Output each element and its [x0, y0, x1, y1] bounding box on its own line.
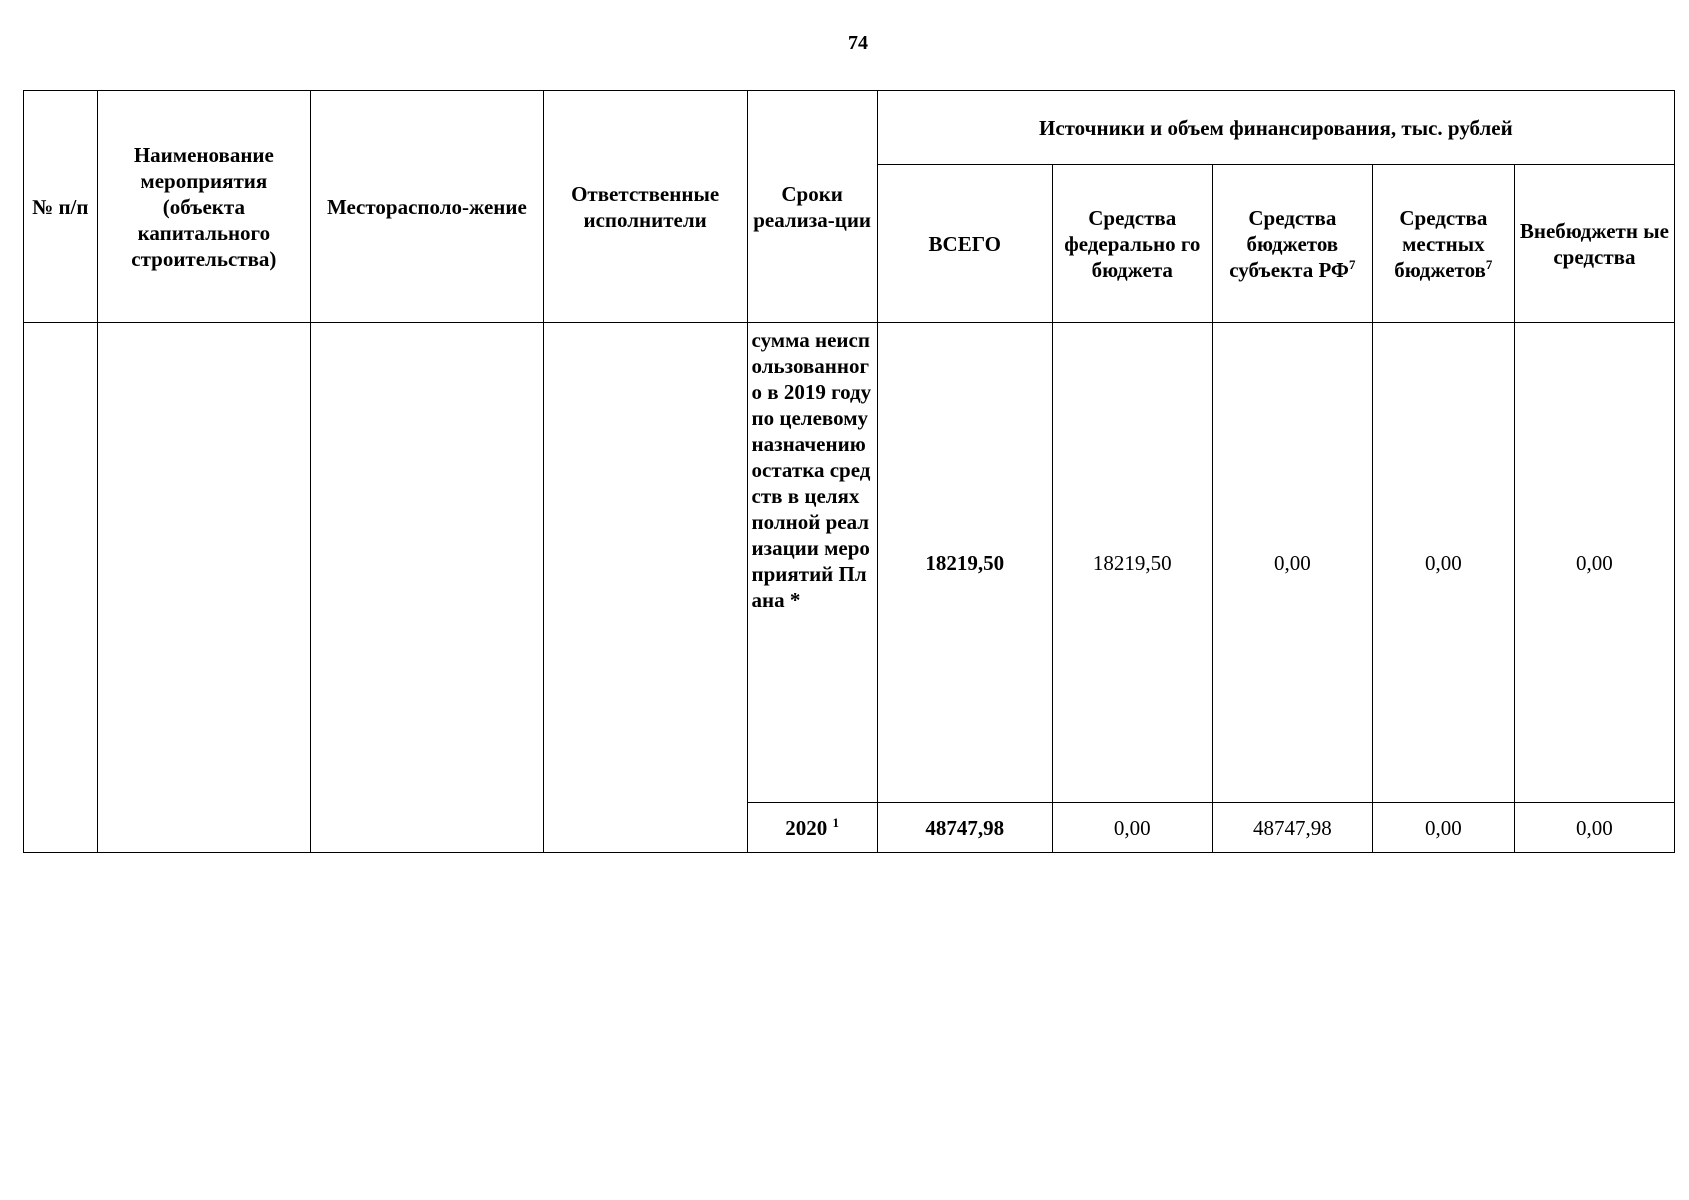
cell-local: 0,00: [1372, 803, 1514, 853]
cell-num: [24, 323, 98, 853]
header-financing-group: Источники и объем финансирования, тыс. рублей: [877, 91, 1674, 165]
header-local: [1372, 165, 1514, 323]
header-local-text: Средства местных бюджетов: [1394, 205, 1488, 282]
header-num: № п/п: [24, 91, 98, 323]
cell-responsible: [543, 323, 747, 853]
header-federal: Средства федерально го бюджета: [1052, 165, 1212, 323]
cell-year-text: 2020: [785, 815, 828, 840]
header-row-1: [24, 91, 1675, 165]
header-local-footnote: 7: [1485, 256, 1493, 272]
cell-subject: 48747,98: [1212, 803, 1372, 853]
header-offbudget: Внебюджетн ые средства: [1514, 165, 1674, 323]
cell-federal: 0,00: [1052, 803, 1212, 853]
header-responsible: Ответственные исполнители: [543, 91, 747, 323]
header-total: ВСЕГО: [877, 165, 1052, 323]
header-location: Месторасполо-жение: [311, 91, 544, 323]
cell-subject: 0,00: [1212, 323, 1372, 803]
cell-federal: 18219,50: [1052, 323, 1212, 803]
cell-offbudget: 0,00: [1514, 323, 1674, 803]
header-subject-text: Средства бюджетов субъекта РФ: [1229, 205, 1349, 282]
header-subject-footnote: 7: [1348, 256, 1356, 272]
cell-term: сумма неиспользованного в 2019 году по целевому назначению остатка средств в целях полной реализации мероприятий Плана *: [747, 323, 877, 803]
cell-total: 48747,98: [877, 803, 1052, 853]
cell-name: [97, 323, 310, 853]
cell-year-footnote: 1: [832, 814, 839, 830]
cell-total: 18219,50: [877, 323, 1052, 803]
financing-table: [23, 90, 1675, 853]
header-subject: [1212, 165, 1372, 323]
header-name: Наименование мероприятия (объекта капитального строительства): [97, 91, 310, 323]
cell-offbudget: 0,00: [1514, 803, 1674, 853]
cell-term-year: [747, 803, 877, 853]
cell-local: 0,00: [1372, 323, 1514, 803]
table-row: [24, 323, 1675, 803]
page-number: 74: [848, 32, 868, 54]
cell-location: [311, 323, 544, 853]
header-terms: Сроки реализа-ции: [747, 91, 877, 323]
